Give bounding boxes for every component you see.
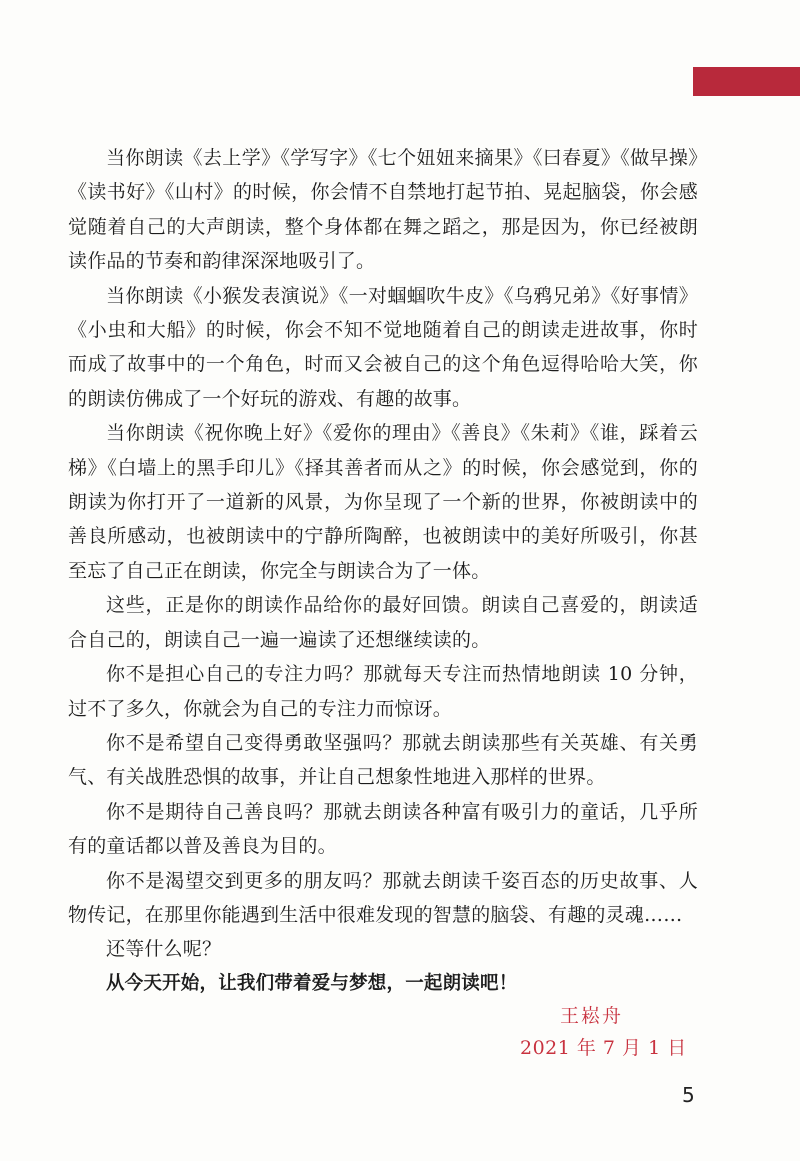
author-signature-name: 王崧舟 — [560, 1005, 624, 1027]
paragraph-1: 当你朗读《去上学》《学写字》《七个妞妞来摘果》《曰春夏》《做早操》《读书好》《山村》的时候，你会情不自禁地打起节拍、晃起脑袋，你会感觉随着自己的大声朗读，整个身体都在舞之蹈之，那是因为，你已经被朗读作品的节奏和韵律深深地吸引了。 — [68, 147, 698, 273]
paragraph-7: 你不是期待自己善良吗？那就去朗读各种富有吸引力的童话，几乎所有的童话都以普及善良为目的。 — [68, 800, 698, 858]
paragraph-4: 这些，正是你的朗读作品给你的最好回馈。朗读自己喜爱的，朗读适合自己的，朗读自己一遍一遍读了还想继续读的。 — [68, 594, 698, 651]
paragraph-5: 你不是担心自己的专注力吗？那就每天专注而热情地朗读 10 分钟，过不了多久，你就会为自己的专注力而惊讶。 — [68, 663, 698, 720]
page-number: 5 — [682, 1083, 695, 1107]
signature-date: 2021 年 7 月 1 日 — [520, 1037, 687, 1059]
chapter-accent-bar — [693, 67, 800, 96]
paragraph-2: 当你朗读《小猴发表演说》《一对蝈蝈吹牛皮》《乌鸦兄弟》《好事情》《小虫和大船》的时候，你会不知不觉地随着自己的朗读走进故事，你时而成了故事中的一个角色，时而又会被自己的这个角色逗得哈哈大笑，你的朗读仿佛成了一个好玩的游戏、有趣的故事。 — [68, 284, 698, 410]
paragraph-6: 你不是希望自己变得勇敢坚强吗？那就去朗读那些有关英雄、有关勇气、有关战胜恐惧的故事，并让自己想象性地进入那样的世界。 — [68, 731, 698, 789]
closing-line: 从今天开始，让我们带着爱与梦想，一起朗读吧！ — [106, 972, 518, 994]
paragraph-3: 当你朗读《祝你晚上好》《爱你的理由》《善良》《朱莉》《谁，踩着云梯》《白墙上的黑手印儿》《择其善者而从之》的时候，你会感觉到，你的朗读为你打开了一道新的风景，为你呈现了一个新的世界，你被朗读中的善良所感动，也被朗读中的宁静所陶醉，也被朗读中的美好所吸引，你甚至忘了自己正在朗读，你完全与朗读合为了一体。 — [68, 422, 698, 582]
paragraph-9: 还等什么呢？ — [106, 938, 222, 961]
preface-body — [68, 141, 698, 1001]
paragraph-8: 你不是渴望交到更多的朋友吗？那就去朗读千姿百态的历史故事、人物传记，在那里你能遇到生活中很难发现的智慧的脑袋、有趣的灵魂…… — [68, 869, 698, 926]
